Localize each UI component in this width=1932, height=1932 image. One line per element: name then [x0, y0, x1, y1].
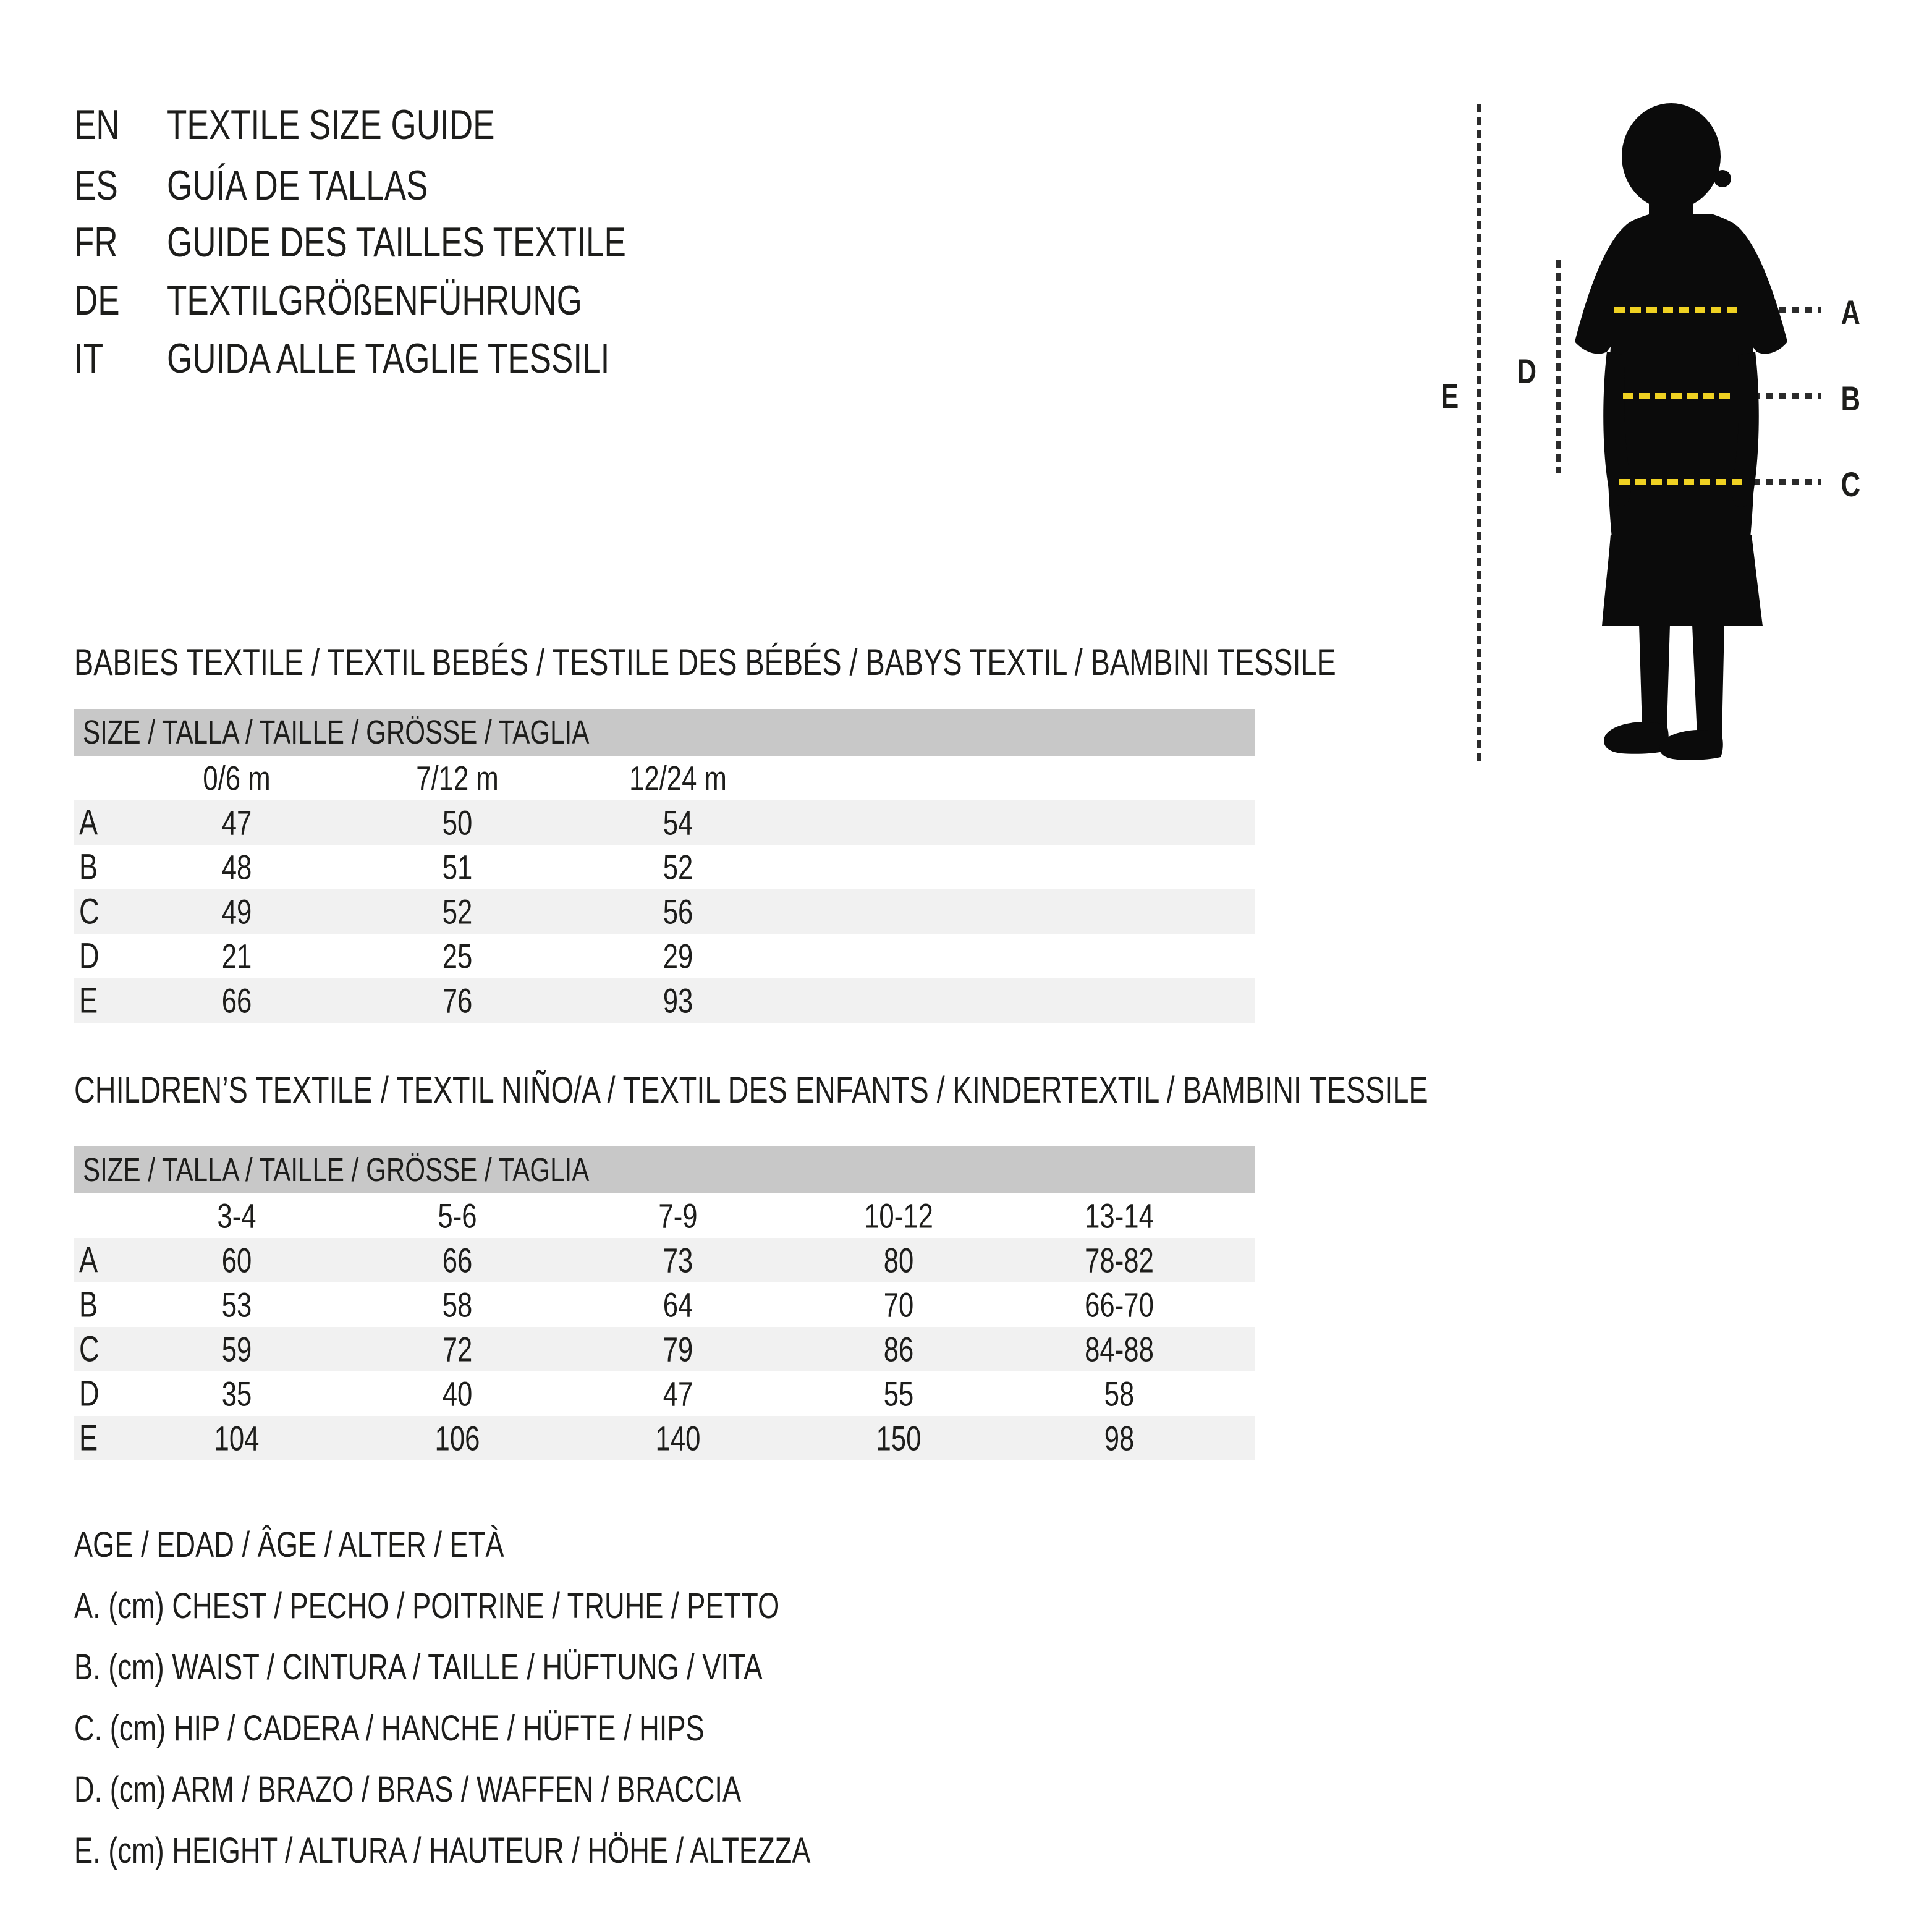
size-cell: 21	[221, 936, 252, 976]
size-cell: 29	[663, 936, 693, 976]
silhouette-right-leg	[1692, 624, 1724, 736]
size-cell: 66	[221, 981, 252, 1020]
size-cell: 86	[883, 1329, 914, 1369]
size-header-label: SIZE / TALLA / TAILLE / GRÖSSE / TAGLIA	[83, 1151, 590, 1188]
size-cell: 47	[663, 1374, 693, 1413]
legend-line-chest: A. (cm) CHEST / PECHO / POITRINE / TRUHE / PETTO	[74, 1586, 780, 1626]
size-cell: 140	[655, 1418, 701, 1458]
size-cell: 66	[442, 1240, 473, 1280]
figure-label-height: E	[1441, 376, 1459, 415]
size-cell: 76	[442, 981, 473, 1020]
size-cell: 25	[442, 936, 473, 976]
legend-line-arm: D. (cm) ARM / BRAZO / BRAS / WAFFEN / BRACCIA	[74, 1769, 742, 1810]
legend-line-waist: B. (cm) WAIST / CINTURA / TAILLE / HÜFTUNG / VITA	[74, 1647, 763, 1687]
size-cell: 58	[1104, 1374, 1135, 1413]
table-row-a	[74, 1238, 1255, 1282]
arm-measure-line-d	[1556, 260, 1561, 473]
table-row-d	[74, 1371, 1255, 1416]
column-header: 5-6	[438, 1196, 477, 1235]
size-cell: 35	[221, 1374, 252, 1413]
column-header: 12/24 m	[629, 758, 727, 798]
language-code: EN	[74, 101, 120, 148]
size-cell: 73	[663, 1240, 693, 1280]
size-header-label: SIZE / TALLA / TAILLE / GRÖSSE / TAGLIA	[83, 714, 590, 751]
silhouette-shorts	[1602, 535, 1763, 626]
size-cell: 84-88	[1085, 1329, 1154, 1369]
row-letter: C	[79, 891, 100, 932]
size-cell: 70	[883, 1285, 914, 1324]
size-cell: 79	[663, 1329, 693, 1369]
size-cell: 104	[214, 1418, 260, 1458]
children-column-header-row	[74, 1193, 1255, 1238]
language-title: TEXTILE SIZE GUIDE	[167, 101, 495, 148]
legend-line-height: E. (cm) HEIGHT / ALTURA / HAUTEUR / HÖHE / ALTEZZA	[74, 1831, 811, 1871]
table-row-b	[74, 845, 1255, 889]
chest-measure-dash	[1614, 307, 1740, 313]
size-cell: 55	[883, 1374, 914, 1413]
column-header: 0/6 m	[203, 758, 271, 798]
size-header-bar	[74, 709, 1255, 756]
language-title: GUIDA ALLE TAGLIE TESSILI	[167, 335, 610, 382]
size-cell: 60	[221, 1240, 252, 1280]
column-header: 3-4	[217, 1196, 256, 1235]
size-cell: 40	[442, 1374, 473, 1413]
language-title: GUIDE DES TAILLES TEXTILE	[167, 219, 626, 266]
size-cell: 150	[876, 1418, 922, 1458]
row-letter: D	[79, 1373, 100, 1414]
measurement-legend	[74, 1514, 1019, 1881]
legend-line-age: AGE / EDAD / ÂGE / ALTER / ETÀ	[74, 1525, 504, 1565]
size-cell: 51	[442, 847, 473, 887]
children-table-title: CHILDREN’S TEXTILE / TEXTIL NIÑO/A / TEXTIL DES ENFANTS / KINDERTEXTIL / BAMBINI TESSILE	[74, 1069, 1428, 1111]
size-cell: 52	[442, 892, 473, 931]
row-letter: B	[79, 1284, 98, 1325]
babies-column-header-row	[74, 756, 1255, 800]
language-code: IT	[74, 335, 104, 382]
size-cell: 80	[883, 1240, 914, 1280]
size-cell: 53	[221, 1285, 252, 1324]
row-letter: A	[79, 802, 98, 843]
table-row-d	[74, 934, 1255, 978]
size-cell: 64	[663, 1285, 693, 1324]
language-title: TEXTILGRÖßENFÜHRUNG	[167, 277, 582, 324]
hip-measure-dash	[1619, 479, 1743, 485]
language-title: GUÍA DE TALLAS	[167, 162, 428, 209]
table-row-c	[74, 889, 1255, 934]
waist-measure-dash	[1623, 393, 1735, 399]
size-cell: 78-82	[1085, 1240, 1154, 1280]
table-row-b	[74, 1282, 1255, 1327]
row-letter: A	[79, 1240, 98, 1281]
column-header: 10-12	[864, 1196, 933, 1235]
size-cell: 98	[1104, 1418, 1135, 1458]
silhouette-right-shoe	[1659, 730, 1723, 760]
language-code: ES	[74, 162, 118, 209]
language-code: FR	[74, 219, 118, 266]
size-cell: 93	[663, 981, 693, 1020]
size-cell: 66-70	[1085, 1285, 1154, 1324]
row-letter: D	[79, 936, 100, 977]
silhouette-ear	[1714, 170, 1731, 187]
figure-label-waist: B	[1841, 379, 1860, 418]
column-header: 7-9	[658, 1196, 698, 1235]
table-row-a	[74, 800, 1255, 845]
size-cell: 54	[663, 803, 693, 842]
size-cell: 106	[434, 1418, 480, 1458]
column-header: 13-14	[1085, 1196, 1154, 1235]
children-size-table	[74, 1146, 1255, 1460]
size-cell: 72	[442, 1329, 473, 1369]
size-cell: 49	[221, 892, 252, 931]
size-header-bar	[74, 1146, 1255, 1193]
table-row-c	[74, 1327, 1255, 1371]
babies-table-title: BABIES TEXTILE / TEXTIL BEBÉS / TESTILE DES BÉBÉS / BABYS TEXTIL / BAMBINI TESSILE	[74, 642, 1336, 683]
row-letter: C	[79, 1329, 100, 1370]
table-row-e	[74, 1416, 1255, 1460]
size-cell: 50	[442, 803, 473, 842]
size-cell: 59	[221, 1329, 252, 1369]
row-letter: B	[79, 847, 98, 888]
babies-size-table	[74, 709, 1255, 1023]
figure-label-arm: D	[1517, 352, 1536, 391]
row-letter: E	[79, 1418, 98, 1459]
legend-line-hip: C. (cm) HIP / CADERA / HANCHE / HÜFTE / HIPS	[74, 1708, 705, 1748]
size-cell: 47	[221, 803, 252, 842]
table-row-e	[74, 978, 1255, 1023]
language-code: DE	[74, 277, 120, 324]
row-letter: E	[79, 980, 98, 1021]
figure-label-chest: A	[1841, 293, 1860, 332]
size-cell: 52	[663, 847, 693, 887]
figure-label-hip: C	[1841, 465, 1860, 504]
column-header: 7/12 m	[416, 758, 499, 798]
silhouette-left-shoe	[1604, 722, 1669, 754]
size-cell: 48	[221, 847, 252, 887]
size-cell: 58	[442, 1285, 473, 1324]
size-cell: 56	[663, 892, 693, 931]
